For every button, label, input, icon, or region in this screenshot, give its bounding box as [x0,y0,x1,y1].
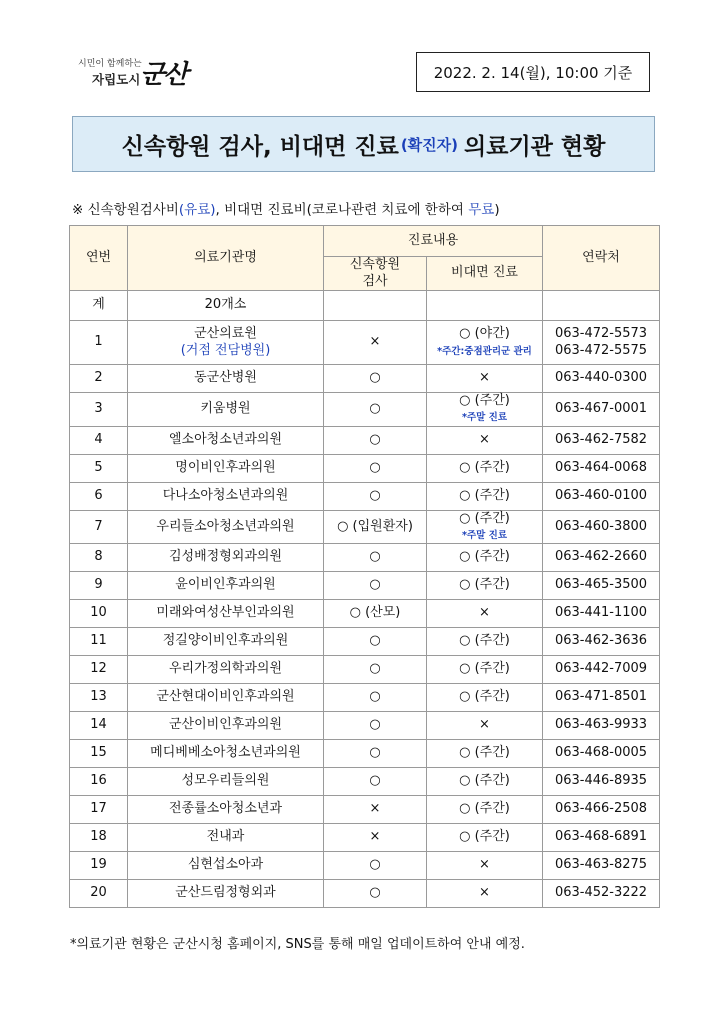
row-number: 3 [94,401,103,417]
rapid-test-status: ○ [369,487,381,503]
cell-no [70,712,128,740]
clinic-name: 심현섭소아과 [187,857,264,873]
cell-name [128,600,324,628]
table-row [70,321,660,365]
cell-no [70,628,128,656]
cell-no [70,768,128,796]
cell-remote [427,768,543,796]
phone-number: 063-460-3800 [554,518,648,534]
table-row [70,510,660,544]
cell-name [128,426,324,454]
row-number: 11 [90,633,107,649]
clinic-name: 미래와여성산부인과의원 [156,605,295,621]
cell-rapid [324,852,427,880]
row-number: 12 [90,661,107,677]
remote-care-status: × [479,431,490,447]
note-suffix: ) [494,202,500,218]
cell-name [128,544,324,572]
cell-rapid [324,684,427,712]
table-row [70,365,660,393]
cell-remote [427,824,543,852]
table-row [70,572,660,600]
remote-care-status: × [479,605,490,621]
phone-number: 063-440-0300 [554,370,648,386]
table-row [70,544,660,572]
clinic-name: 군산현대이비인후과의원 [156,689,295,705]
cell-remote [427,684,543,712]
row-number: 16 [90,773,107,789]
rapid-test-status: ○ [369,717,381,733]
cell-phone [543,510,660,544]
clinic-name: 메디베베소아청소년과의원 [150,745,301,761]
phone-number: 063-462-7582 [554,431,648,447]
remote-care-status: ○ (야간) [459,326,510,342]
remote-care-status: ○ (주간) [459,549,510,565]
total-count: 20개소 [128,291,324,321]
clinic-name: 키움병원 [200,401,251,417]
phone-number: 063-465-3500 [554,577,648,593]
logo-name: 자립도시 [92,72,141,87]
rapid-test-status: ○ [369,633,381,649]
phone-number: 063-466-2508 [554,801,648,817]
row-number: 1 [94,334,103,350]
table-row [70,852,660,880]
cell-no [70,880,128,908]
cell-remote [427,796,543,824]
remote-care-status: ○ (주간) [459,745,510,761]
cell-remote [427,482,543,510]
cell-name [128,656,324,684]
rapid-test-status: ○ [369,370,381,386]
clinic-name: 명이비인후과의원 [175,459,276,475]
phone-number: 063-464-0068 [554,459,648,475]
phone-number: 063-441-1100 [554,605,648,621]
clinic-name: 성모우리들의원 [181,773,270,789]
cell-no [70,321,128,365]
remote-care-note: *주말 진료 [462,412,507,424]
city-logo [78,52,188,88]
cell-rapid [324,426,427,454]
cell-no [70,684,128,712]
clinic-name: 윤이비인후과의원 [175,577,276,593]
cell-phone [543,824,660,852]
note-prefix: ※ 신속항원검사비 [72,202,179,218]
total-label: 계 [70,291,128,321]
phone-number: 063-463-9933 [554,717,648,733]
cell-no [70,544,128,572]
phone-number: 063-471-8501 [554,689,648,705]
rapid-test-status: ○ [369,773,381,789]
rapid-test-status: ○ [369,857,381,873]
cell-no [70,740,128,768]
cell-rapid [324,544,427,572]
clinic-name: 군산이비인후과의원 [168,717,283,733]
cell-rapid [324,572,427,600]
phone-number: 063-462-3636 [554,633,648,649]
cell-remote [427,365,543,393]
cell-phone [543,365,660,393]
row-number: 20 [90,885,107,901]
rapid-test-status: ○ [369,401,381,417]
phone-number: 063-462-2660 [554,549,648,565]
logo-script: 군산 [140,60,187,90]
cell-name [128,454,324,482]
table-body [70,291,660,908]
cell-name [128,824,324,852]
note-free: 무료 [468,202,495,218]
row-number: 10 [90,605,107,621]
clinic-name: 전종률소아청소년과 [168,801,283,817]
cell-no [70,454,128,482]
cell-name [128,880,324,908]
remote-care-note: *주간:중점관리군 관리 [437,345,532,357]
remote-care-status: ○ (주간) [459,689,510,705]
cell-remote [427,712,543,740]
cell-no [70,482,128,510]
remote-care-status: ○ (주간) [459,577,510,593]
clinic-name: 정길양이비인후과의원 [162,633,289,649]
remote-care-status: ○ (주간) [459,829,510,845]
cell-rapid [324,796,427,824]
cell-remote [427,852,543,880]
remote-care-note: *주말 진료 [462,529,507,541]
phone-number: 063-446-8935 [554,773,648,789]
table-row [70,824,660,852]
cell-rapid [324,824,427,852]
remote-care-status: ○ (주간) [459,487,510,503]
cell-no [70,600,128,628]
cell-name [128,572,324,600]
table-row [70,712,660,740]
note-middle: , 비대면 진료비(코로나관련 치료에 한하여 [215,202,464,218]
cost-note [72,198,500,218]
cell-remote [427,454,543,482]
title-box [72,116,655,172]
cell-name [128,684,324,712]
phone-number: 063-468-0005 [554,745,648,761]
cell-name [128,365,324,393]
rapid-test-status: ○ (산모) [349,605,401,621]
logo-tagline: 시민이 함께하는 [78,59,142,69]
cell-no [70,510,128,544]
clinic-name-sub: (거점 전담병원) [180,342,271,358]
cell-remote [427,572,543,600]
table-row [70,796,660,824]
clinic-name: 군산의료원 [194,326,257,342]
cell-no [70,656,128,684]
row-number: 15 [90,745,107,761]
cell-rapid [324,712,427,740]
cell-phone [543,321,660,365]
cell-rapid [324,768,427,796]
cell-phone [543,426,660,454]
cell-remote [427,510,543,544]
rapid-test-status: × [369,334,381,350]
cell-phone [543,628,660,656]
table-row [70,628,660,656]
cell-phone [543,712,660,740]
remote-care-status: ○ (주간) [459,633,510,649]
rapid-test-status: ○ (입원환자) [337,518,413,534]
phone-number-2: 063-472-5575 [554,342,648,358]
note-paid: (유료) [178,202,216,218]
rapid-test-status: × [369,829,381,845]
phone-number: 063-442-7009 [554,661,648,677]
header-name: 의료기관명 [128,226,324,291]
cell-phone [543,482,660,510]
rapid-test-status: ○ [369,661,381,677]
cell-phone [543,656,660,684]
cell-rapid [324,321,427,365]
cell-no [70,572,128,600]
clinic-name: 군산드림정형외과 [175,885,276,901]
cell-remote [427,600,543,628]
cell-name [128,510,324,544]
rapid-test-status: ○ [369,459,381,475]
cell-remote [427,656,543,684]
clinic-name: 김성배정형외과의원 [168,549,283,565]
cell-rapid [324,628,427,656]
cell-remote [427,880,543,908]
cell-name [128,796,324,824]
cell-remote [427,426,543,454]
cell-rapid [324,656,427,684]
table-row [70,880,660,908]
cell-phone [543,454,660,482]
cell-phone [543,393,660,427]
row-number: 19 [90,857,107,873]
rapid-test-status: ○ [369,689,381,705]
cell-phone [543,600,660,628]
cell-name [128,321,324,365]
row-number: 5 [94,459,103,475]
header-remote: 비대면 진료 [427,257,543,291]
rapid-test-status: ○ [369,549,381,565]
cell-name [128,768,324,796]
cell-rapid [324,600,427,628]
row-number: 18 [90,829,107,845]
remote-care-status: ○ (주간) [459,393,510,408]
cell-phone [543,544,660,572]
cell-no [70,426,128,454]
phone-number: 063-467-0001 [554,401,648,417]
row-number: 7 [94,518,103,534]
phone-number: 063-463-8275 [554,857,648,873]
table-row [70,768,660,796]
row-number: 9 [94,577,103,593]
rapid-test-status: × [369,801,381,817]
cell-remote [427,321,543,365]
header-no: 연번 [70,226,128,291]
clinic-name: 우리가정의학과의원 [168,661,283,677]
remote-care-status: × [479,370,490,386]
cell-rapid [324,740,427,768]
table-row [70,656,660,684]
remote-care-status: ○ (주간) [459,661,510,677]
clinic-name: 전내과 [206,829,245,845]
row-number: 17 [90,801,107,817]
cell-no [70,796,128,824]
remote-care-status: ○ (주간) [459,459,510,475]
table-row [70,684,660,712]
title-part2: (확진자) [400,135,459,154]
rapid-test-status: ○ [369,431,381,447]
cell-remote [427,393,543,427]
remote-care-status: × [479,857,490,873]
row-number: 2 [94,370,103,386]
remote-care-status: × [479,885,490,901]
total-row [70,291,660,321]
cell-rapid [324,454,427,482]
row-number: 4 [94,431,103,447]
remote-care-status: ○ (주간) [459,801,510,817]
row-number: 8 [94,549,103,565]
date-text: 2022. 2. 14(월), 10:00 기준 [433,63,633,82]
remote-care-status: ○ (주간) [459,510,510,526]
cell-name [128,852,324,880]
title-part1: 신속항원 검사, 비대면 진료 [121,133,399,160]
cell-name [128,628,324,656]
header-content: 진료내용 [324,226,543,257]
rapid-test-status: ○ [369,885,381,901]
phone-number: 063-468-6891 [554,829,648,845]
clinic-name: 우리들소아청소년과의원 [156,518,295,534]
row-number: 6 [94,487,103,503]
date-box [416,52,650,92]
cell-phone [543,768,660,796]
cell-no [70,365,128,393]
phone-number: 063-460-0100 [554,487,648,503]
cell-remote [427,628,543,656]
cell-name [128,482,324,510]
cell-phone [543,852,660,880]
footer-note: *의료기관 현황은 군산시청 홈페이지, SNS를 통해 매일 업데이트하여 안내 예정. [70,937,525,952]
cell-no [70,824,128,852]
phone-number: 063-452-3222 [554,885,648,901]
clinic-table [69,225,660,908]
cell-phone [543,796,660,824]
cell-phone [543,572,660,600]
table-row [70,454,660,482]
clinic-name: 다나소아청소년과의원 [162,487,289,503]
cell-phone [543,740,660,768]
table-row [70,482,660,510]
table-row [70,426,660,454]
cell-name [128,712,324,740]
row-number: 13 [90,689,107,705]
cell-remote [427,544,543,572]
cell-phone [543,880,660,908]
cell-no [70,852,128,880]
remote-care-status: × [479,717,490,733]
header-rapid: 신속항원 검사 [324,257,427,291]
remote-care-status: ○ (주간) [459,773,510,789]
cell-rapid [324,880,427,908]
rapid-test-status: ○ [369,745,381,761]
cell-rapid [324,510,427,544]
table-row [70,393,660,427]
cell-rapid [324,482,427,510]
clinic-name: 동군산병원 [194,370,257,386]
cell-no [70,393,128,427]
phone-number: 063-472-5573 [554,326,648,342]
clinic-name: 엘소아청소년과의원 [168,431,283,447]
title-part3: 의료기관 현황 [464,133,606,160]
table-row [70,600,660,628]
cell-name [128,393,324,427]
table-row [70,740,660,768]
cell-rapid [324,393,427,427]
cell-phone [543,684,660,712]
cell-remote [427,740,543,768]
header-contact: 연락처 [543,226,660,291]
cell-rapid [324,365,427,393]
cell-name [128,740,324,768]
rapid-test-status: ○ [369,577,381,593]
row-number: 14 [90,717,107,733]
